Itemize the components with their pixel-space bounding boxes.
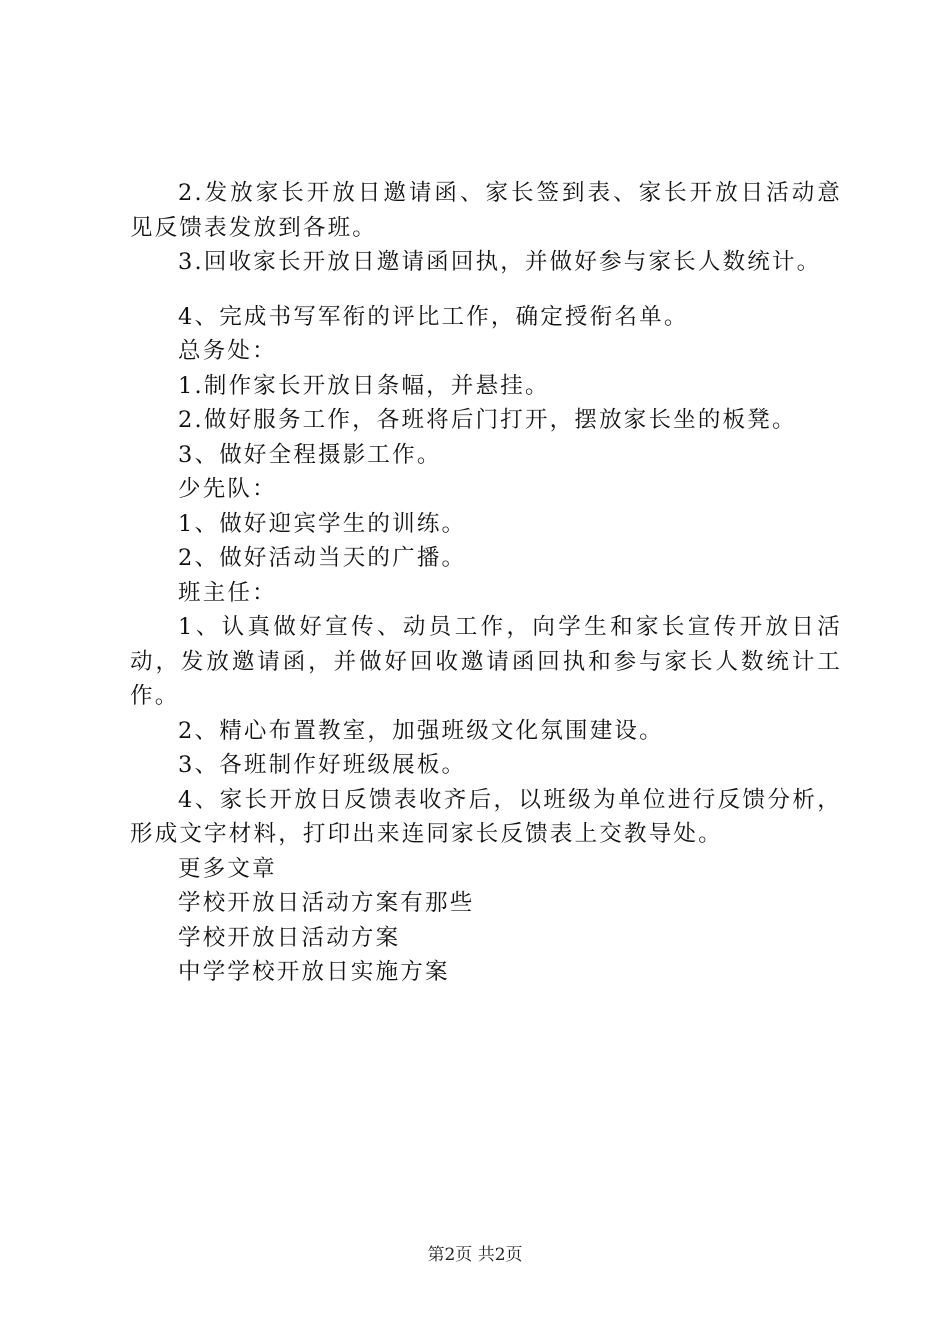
paragraph: 3、各班制作好班级展板。: [178, 752, 467, 778]
paragraph: 2、精心布置教室，加强班级文化氛围建设。: [178, 717, 664, 744]
more-article-link[interactable]: 学校开放日活动方案有那些: [178, 890, 475, 916]
paragraph: 4、家长开放日反馈表收齐后，以班级为单位进行反馈分析，形成文字材料，打印出来连同家长反馈表上交教导处。: [130, 786, 842, 847]
more-articles-heading: 更多文章: [178, 855, 277, 882]
paragraph: 1、认真做好宣传、动员工作，向学生和家长宣传开放日活动，发放邀请函，并做好回收邀请函回执和参与家长人数统计工作。: [130, 614, 842, 709]
page-number-footer: 第2页 共2页: [427, 1245, 523, 1265]
paragraph: 3.回收家长开放日邀请函回执，并做好参与家长人数统计。: [178, 249, 822, 275]
paragraph: 4、完成书写军衔的评比工作，确定授衔名单。: [178, 303, 689, 330]
document-body: [130, 176, 842, 990]
section-heading-young-pioneers: 少先队：: [178, 476, 277, 502]
section-heading-general-affairs: 总务处：: [178, 338, 277, 364]
more-article-link[interactable]: 中学学校开放日实施方案: [178, 959, 450, 985]
section-heading-head-teacher: 班主任：: [178, 579, 277, 606]
more-article-link[interactable]: 学校开放日活动方案: [178, 924, 401, 951]
paragraph: 1.制作家长开放日条幅，并悬挂。: [178, 372, 550, 399]
paragraph: 3、做好全程摄影工作。: [178, 441, 442, 468]
paragraph: 1、做好迎宾学生的训练。: [178, 510, 467, 537]
paragraph: 2.做好服务工作，各班将后门打开，摆放家长坐的板凳。: [178, 407, 797, 433]
paragraph: 2、做好活动当天的广播。: [178, 545, 467, 571]
paragraph: 2.发放家长开放日邀请函、家长签到表、家长开放日活动意见反馈表发放到各班。: [130, 180, 842, 241]
